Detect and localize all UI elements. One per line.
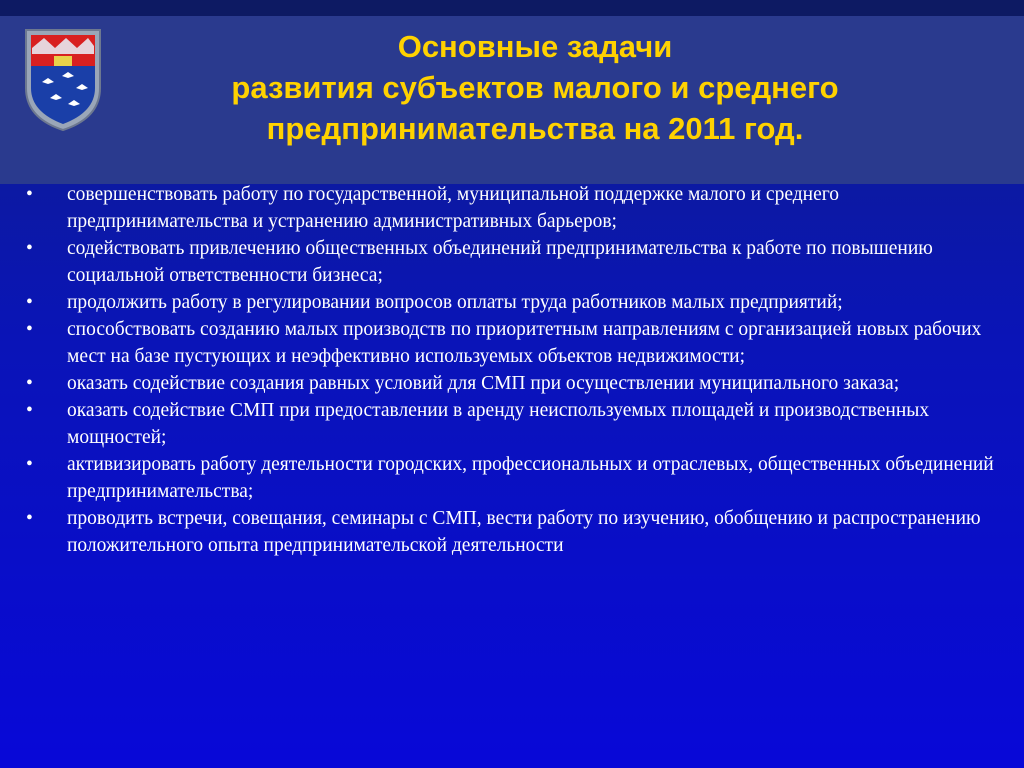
task-text: проводить встречи, совещания, семинары с СМП, вести работу по изучению, обобщению и распространению положительного опыта предпринимательской деятельности: [67, 508, 981, 556]
task-item: [26, 505, 1006, 559]
title-line-2: развития субъектов малого и среднего: [231, 70, 839, 105]
task-text: оказать содействие создания равных условий для СМП при осуществлении муниципального заказа;: [67, 373, 900, 394]
bullet-icon: •: [26, 373, 33, 394]
task-text: содействовать привлечению общественных объединений предпринимательства к работе по повышению социальной ответственности бизнеса;: [67, 238, 933, 286]
task-text: совершенствовать работу по государственной, муниципальной поддержке малого и среднего предпринимательства и устранению административных барьеров;: [67, 184, 840, 232]
task-text: оказать содействие СМП при предоставлении в аренду неиспользуемых площадей и производственных мощностей;: [67, 400, 930, 448]
slide-title: [110, 26, 960, 149]
title-line-1: Основные задачи: [397, 29, 673, 64]
bullet-icon: •: [26, 319, 33, 340]
bullet-icon: •: [26, 400, 33, 421]
task-item: [26, 316, 1006, 370]
task-text: продолжить работу в регулировании вопросов оплаты труда работников малых предприятий;: [67, 292, 843, 313]
task-item: [26, 235, 1006, 289]
bullet-icon: •: [26, 292, 33, 313]
task-item: [26, 370, 1006, 397]
task-item: [26, 397, 1006, 451]
bullet-icon: •: [26, 454, 33, 475]
task-item: [26, 451, 1006, 505]
bullet-icon: •: [26, 508, 33, 529]
title-line-3: предпринимательства на 2011 год.: [266, 111, 804, 146]
bullet-icon: •: [26, 238, 33, 259]
task-item: [26, 181, 1006, 235]
task-text: способствовать созданию малых производств по приоритетным направлениям с организацией новых рабочих мест на базе пустующих и неэффективно используемых объектов недвижимости;: [67, 319, 982, 367]
bullet-icon: •: [26, 184, 33, 205]
task-text: активизировать работу деятельности городских, профессиональных и отраслевых, общественных объединений предпринимательства;: [67, 454, 994, 502]
top-strip: [0, 0, 1024, 16]
task-item: [26, 289, 1006, 316]
task-list: [26, 181, 1006, 559]
coat-of-arms-icon: [22, 26, 104, 134]
